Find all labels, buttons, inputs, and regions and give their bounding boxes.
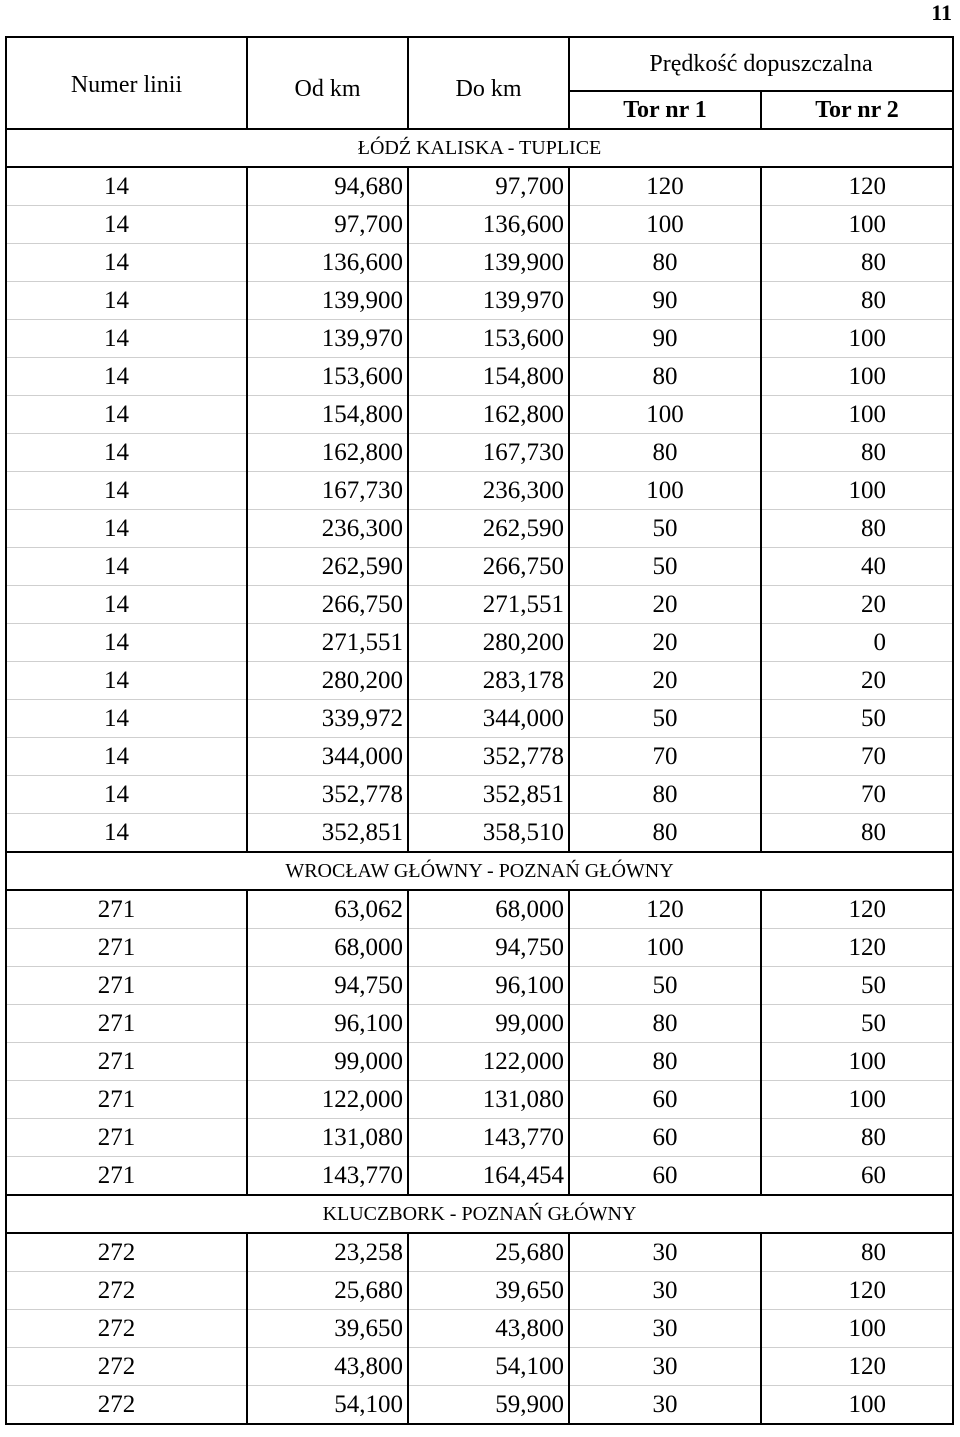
cell-from-km: 154,800 bbox=[247, 396, 408, 434]
table-row bbox=[6, 167, 953, 206]
cell-line-number: 14 bbox=[6, 244, 247, 282]
cell-speed-track-2: 60 bbox=[761, 1157, 953, 1196]
cell-from-km: 39,650 bbox=[247, 1310, 408, 1348]
cell-speed-track-2: 40 bbox=[761, 548, 953, 586]
cell-to-km: 25,680 bbox=[408, 1233, 569, 1272]
cell-speed-track-2: 120 bbox=[761, 1272, 953, 1310]
cell-line-number: 14 bbox=[6, 434, 247, 472]
cell-line-number: 272 bbox=[6, 1310, 247, 1348]
cell-from-km: 271,551 bbox=[247, 624, 408, 662]
cell-speed-track-2: 50 bbox=[761, 700, 953, 738]
table-row bbox=[6, 700, 953, 738]
cell-to-km: 352,851 bbox=[408, 776, 569, 814]
cell-line-number: 272 bbox=[6, 1348, 247, 1386]
cell-from-km: 54,100 bbox=[247, 1386, 408, 1425]
cell-line-number: 271 bbox=[6, 967, 247, 1005]
cell-to-km: 283,178 bbox=[408, 662, 569, 700]
header-track-2: Tor nr 2 bbox=[761, 91, 953, 129]
cell-speed-track-1: 120 bbox=[569, 167, 761, 206]
table-row bbox=[6, 434, 953, 472]
cell-speed-track-1: 30 bbox=[569, 1233, 761, 1272]
cell-line-number: 271 bbox=[6, 929, 247, 967]
cell-to-km: 266,750 bbox=[408, 548, 569, 586]
cell-speed-track-1: 50 bbox=[569, 548, 761, 586]
cell-speed-track-2: 100 bbox=[761, 472, 953, 510]
cell-to-km: 54,100 bbox=[408, 1348, 569, 1386]
cell-line-number: 14 bbox=[6, 548, 247, 586]
cell-from-km: 99,000 bbox=[247, 1043, 408, 1081]
cell-speed-track-1: 100 bbox=[569, 206, 761, 244]
table-row bbox=[6, 1157, 953, 1196]
table-row bbox=[6, 320, 953, 358]
cell-speed-track-2: 80 bbox=[761, 1233, 953, 1272]
section-header-row bbox=[6, 1195, 953, 1233]
header-to-km: Do km bbox=[408, 37, 569, 129]
table-row bbox=[6, 814, 953, 853]
cell-line-number: 271 bbox=[6, 1081, 247, 1119]
cell-from-km: 94,750 bbox=[247, 967, 408, 1005]
cell-line-number: 271 bbox=[6, 890, 247, 929]
cell-from-km: 344,000 bbox=[247, 738, 408, 776]
cell-speed-track-2: 100 bbox=[761, 1310, 953, 1348]
cell-to-km: 122,000 bbox=[408, 1043, 569, 1081]
table-row bbox=[6, 358, 953, 396]
cell-line-number: 272 bbox=[6, 1272, 247, 1310]
cell-speed-track-1: 80 bbox=[569, 1043, 761, 1081]
cell-line-number: 14 bbox=[6, 167, 247, 206]
section-title: KLUCZBORK - POZNAŃ GŁÓWNY bbox=[6, 1195, 953, 1233]
cell-line-number: 14 bbox=[6, 472, 247, 510]
cell-speed-track-2: 100 bbox=[761, 320, 953, 358]
cell-speed-track-1: 70 bbox=[569, 738, 761, 776]
cell-speed-track-2: 100 bbox=[761, 1043, 953, 1081]
cell-speed-track-1: 80 bbox=[569, 358, 761, 396]
cell-to-km: 262,590 bbox=[408, 510, 569, 548]
table-row bbox=[6, 1233, 953, 1272]
section-title: WROCŁAW GŁÓWNY - POZNAŃ GŁÓWNY bbox=[6, 852, 953, 890]
table-row bbox=[6, 890, 953, 929]
cell-speed-track-1: 120 bbox=[569, 890, 761, 929]
cell-speed-track-2: 80 bbox=[761, 814, 953, 853]
cell-speed-track-1: 80 bbox=[569, 1005, 761, 1043]
cell-from-km: 236,300 bbox=[247, 510, 408, 548]
cell-from-km: 63,062 bbox=[247, 890, 408, 929]
cell-from-km: 131,080 bbox=[247, 1119, 408, 1157]
cell-from-km: 153,600 bbox=[247, 358, 408, 396]
cell-from-km: 122,000 bbox=[247, 1081, 408, 1119]
cell-from-km: 23,258 bbox=[247, 1233, 408, 1272]
cell-from-km: 94,680 bbox=[247, 167, 408, 206]
cell-line-number: 271 bbox=[6, 1157, 247, 1196]
cell-speed-track-1: 30 bbox=[569, 1272, 761, 1310]
cell-speed-track-2: 50 bbox=[761, 1005, 953, 1043]
cell-speed-track-2: 80 bbox=[761, 434, 953, 472]
speed-limit-table bbox=[5, 36, 954, 1425]
table-row bbox=[6, 662, 953, 700]
cell-from-km: 97,700 bbox=[247, 206, 408, 244]
table-row bbox=[6, 396, 953, 434]
section-header-row bbox=[6, 852, 953, 890]
cell-speed-track-2: 100 bbox=[761, 396, 953, 434]
cell-to-km: 154,800 bbox=[408, 358, 569, 396]
table-header bbox=[6, 37, 953, 129]
cell-speed-track-1: 80 bbox=[569, 814, 761, 853]
cell-from-km: 143,770 bbox=[247, 1157, 408, 1196]
cell-speed-track-2: 70 bbox=[761, 738, 953, 776]
cell-speed-track-2: 80 bbox=[761, 282, 953, 320]
table-row bbox=[6, 1272, 953, 1310]
table-row bbox=[6, 1043, 953, 1081]
cell-line-number: 271 bbox=[6, 1043, 247, 1081]
cell-speed-track-1: 50 bbox=[569, 967, 761, 1005]
table-row bbox=[6, 1005, 953, 1043]
cell-speed-track-2: 100 bbox=[761, 1386, 953, 1425]
cell-from-km: 139,970 bbox=[247, 320, 408, 358]
cell-line-number: 271 bbox=[6, 1005, 247, 1043]
cell-to-km: 139,970 bbox=[408, 282, 569, 320]
table-row bbox=[6, 776, 953, 814]
table-row bbox=[6, 472, 953, 510]
header-line-number: Numer linii bbox=[6, 37, 247, 129]
cell-line-number: 14 bbox=[6, 206, 247, 244]
cell-to-km: 94,750 bbox=[408, 929, 569, 967]
cell-speed-track-2: 20 bbox=[761, 662, 953, 700]
table-row bbox=[6, 967, 953, 1005]
section-header-row bbox=[6, 129, 953, 167]
cell-speed-track-1: 20 bbox=[569, 662, 761, 700]
cell-speed-track-2: 100 bbox=[761, 358, 953, 396]
cell-to-km: 280,200 bbox=[408, 624, 569, 662]
cell-from-km: 352,778 bbox=[247, 776, 408, 814]
cell-to-km: 97,700 bbox=[408, 167, 569, 206]
cell-speed-track-1: 100 bbox=[569, 472, 761, 510]
cell-from-km: 68,000 bbox=[247, 929, 408, 967]
cell-from-km: 352,851 bbox=[247, 814, 408, 853]
table-row bbox=[6, 929, 953, 967]
cell-to-km: 68,000 bbox=[408, 890, 569, 929]
table-row bbox=[6, 586, 953, 624]
cell-line-number: 14 bbox=[6, 358, 247, 396]
cell-to-km: 167,730 bbox=[408, 434, 569, 472]
cell-line-number: 14 bbox=[6, 662, 247, 700]
table-row bbox=[6, 206, 953, 244]
cell-speed-track-1: 100 bbox=[569, 396, 761, 434]
cell-line-number: 14 bbox=[6, 510, 247, 548]
table-row bbox=[6, 1081, 953, 1119]
cell-from-km: 162,800 bbox=[247, 434, 408, 472]
cell-line-number: 14 bbox=[6, 586, 247, 624]
header-track-1: Tor nr 1 bbox=[569, 91, 761, 129]
cell-speed-track-1: 30 bbox=[569, 1386, 761, 1425]
cell-to-km: 358,510 bbox=[408, 814, 569, 853]
cell-speed-track-2: 20 bbox=[761, 586, 953, 624]
cell-to-km: 162,800 bbox=[408, 396, 569, 434]
cell-line-number: 14 bbox=[6, 396, 247, 434]
cell-to-km: 96,100 bbox=[408, 967, 569, 1005]
cell-speed-track-1: 50 bbox=[569, 510, 761, 548]
cell-from-km: 266,750 bbox=[247, 586, 408, 624]
cell-from-km: 280,200 bbox=[247, 662, 408, 700]
cell-speed-track-2: 80 bbox=[761, 244, 953, 282]
cell-to-km: 352,778 bbox=[408, 738, 569, 776]
cell-from-km: 136,600 bbox=[247, 244, 408, 282]
cell-line-number: 14 bbox=[6, 738, 247, 776]
table-row bbox=[6, 1386, 953, 1425]
cell-line-number: 272 bbox=[6, 1233, 247, 1272]
cell-line-number: 272 bbox=[6, 1386, 247, 1425]
table-row bbox=[6, 282, 953, 320]
cell-to-km: 344,000 bbox=[408, 700, 569, 738]
cell-speed-track-1: 80 bbox=[569, 434, 761, 472]
header-speed: Prędkość dopuszczalna bbox=[569, 37, 953, 91]
cell-to-km: 271,551 bbox=[408, 586, 569, 624]
table-row bbox=[6, 1310, 953, 1348]
cell-to-km: 236,300 bbox=[408, 472, 569, 510]
cell-to-km: 153,600 bbox=[408, 320, 569, 358]
cell-speed-track-2: 100 bbox=[761, 206, 953, 244]
header-from-km: Od km bbox=[247, 37, 408, 129]
cell-speed-track-2: 80 bbox=[761, 1119, 953, 1157]
cell-speed-track-2: 120 bbox=[761, 929, 953, 967]
cell-from-km: 43,800 bbox=[247, 1348, 408, 1386]
cell-to-km: 43,800 bbox=[408, 1310, 569, 1348]
table-body bbox=[6, 129, 953, 1424]
cell-speed-track-1: 80 bbox=[569, 244, 761, 282]
cell-speed-track-1: 60 bbox=[569, 1157, 761, 1196]
cell-speed-track-2: 0 bbox=[761, 624, 953, 662]
cell-to-km: 59,900 bbox=[408, 1386, 569, 1425]
cell-line-number: 14 bbox=[6, 700, 247, 738]
section-title: ŁÓDŹ KALISKA - TUPLICE bbox=[6, 129, 953, 167]
cell-speed-track-1: 20 bbox=[569, 586, 761, 624]
cell-speed-track-1: 80 bbox=[569, 776, 761, 814]
cell-speed-track-1: 60 bbox=[569, 1119, 761, 1157]
cell-to-km: 143,770 bbox=[408, 1119, 569, 1157]
cell-to-km: 139,900 bbox=[408, 244, 569, 282]
cell-line-number: 14 bbox=[6, 814, 247, 853]
cell-speed-track-1: 90 bbox=[569, 282, 761, 320]
cell-speed-track-2: 120 bbox=[761, 167, 953, 206]
cell-to-km: 164,454 bbox=[408, 1157, 569, 1196]
table-row bbox=[6, 1119, 953, 1157]
cell-line-number: 14 bbox=[6, 320, 247, 358]
cell-speed-track-1: 60 bbox=[569, 1081, 761, 1119]
table-row bbox=[6, 548, 953, 586]
cell-speed-track-1: 100 bbox=[569, 929, 761, 967]
cell-from-km: 339,972 bbox=[247, 700, 408, 738]
table-row bbox=[6, 510, 953, 548]
cell-speed-track-2: 100 bbox=[761, 1081, 953, 1119]
cell-speed-track-2: 120 bbox=[761, 1348, 953, 1386]
cell-from-km: 96,100 bbox=[247, 1005, 408, 1043]
cell-to-km: 131,080 bbox=[408, 1081, 569, 1119]
cell-speed-track-1: 90 bbox=[569, 320, 761, 358]
cell-speed-track-2: 120 bbox=[761, 890, 953, 929]
cell-speed-track-2: 50 bbox=[761, 967, 953, 1005]
cell-from-km: 167,730 bbox=[247, 472, 408, 510]
page-number: 11 bbox=[931, 0, 952, 25]
table-row bbox=[6, 738, 953, 776]
cell-from-km: 262,590 bbox=[247, 548, 408, 586]
cell-line-number: 14 bbox=[6, 282, 247, 320]
table-row bbox=[6, 624, 953, 662]
cell-speed-track-2: 80 bbox=[761, 510, 953, 548]
cell-from-km: 25,680 bbox=[247, 1272, 408, 1310]
cell-line-number: 14 bbox=[6, 624, 247, 662]
table-row bbox=[6, 244, 953, 282]
cell-speed-track-1: 30 bbox=[569, 1348, 761, 1386]
cell-line-number: 14 bbox=[6, 776, 247, 814]
cell-to-km: 99,000 bbox=[408, 1005, 569, 1043]
cell-speed-track-1: 30 bbox=[569, 1310, 761, 1348]
cell-speed-track-2: 70 bbox=[761, 776, 953, 814]
cell-speed-track-1: 50 bbox=[569, 700, 761, 738]
cell-to-km: 136,600 bbox=[408, 206, 569, 244]
table-row bbox=[6, 1348, 953, 1386]
cell-to-km: 39,650 bbox=[408, 1272, 569, 1310]
cell-line-number: 271 bbox=[6, 1119, 247, 1157]
cell-from-km: 139,900 bbox=[247, 282, 408, 320]
cell-speed-track-1: 20 bbox=[569, 624, 761, 662]
